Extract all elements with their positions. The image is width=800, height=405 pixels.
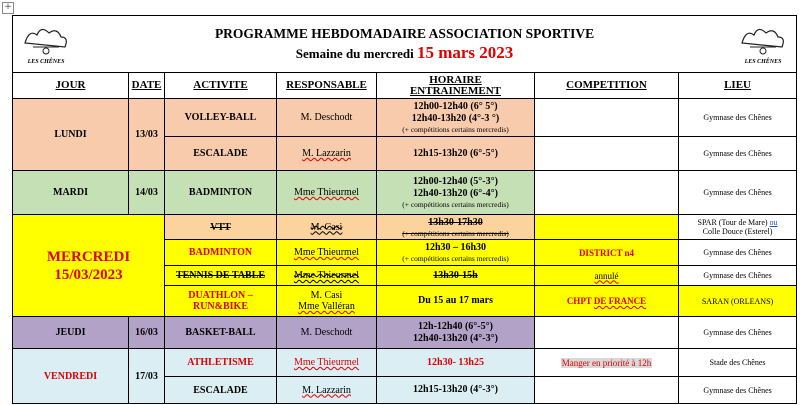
responsable-cell (277, 137, 377, 171)
activite-cell: VOLLEY-BALL (165, 99, 277, 137)
date-cell-lundi: 13/03 (129, 99, 165, 171)
col-header-lieu: LIEU (679, 73, 797, 99)
competition-cell (535, 286, 679, 317)
table-row (13, 215, 797, 240)
horaire-line: 12h-12h40 (6°-5°) (418, 320, 493, 332)
day-cell-mardi: MARDI (13, 171, 129, 215)
responsable-name: Mme Thieurmel (293, 187, 360, 198)
responsable-name: M. Lazzarin (302, 148, 351, 159)
horaire-line: 12h00-12h40 (6° 5°) (413, 101, 498, 112)
lieu-cell: Gymnase des Chênes (679, 240, 797, 266)
lieu-line: SPAR (Tour de Mare) (697, 218, 768, 227)
table-row (13, 349, 797, 377)
activite-cell (165, 266, 277, 286)
horaire-note: (+ compétitions certains mercredis) (402, 200, 509, 209)
activite-text: TENNIS DE TABLE (175, 270, 266, 281)
col-header-responsable: RESPONSABLE (277, 73, 377, 99)
responsable-cell: M. Deschodt (277, 99, 377, 137)
col-header-competition: COMPETITION (535, 73, 679, 99)
activite-cell: BASKET-BALL (165, 317, 277, 349)
horaire-line: 12h00-12h40 (5°-3°) (413, 176, 498, 187)
competition-cell: DISTRICT n4 (535, 240, 679, 266)
horaire-cell (377, 215, 535, 240)
competition-cell (535, 137, 679, 171)
horaire-cell: 12h30- 13h25 (377, 349, 535, 377)
activite-cell: ESCALADE (165, 137, 277, 171)
horaire-line: 13h30-17h30 (428, 216, 483, 228)
oak-logo-icon (736, 23, 790, 59)
col-header-horaire-line1: HORAIRE (429, 73, 482, 86)
col-header-horaire (377, 73, 535, 99)
competition-cell (535, 317, 679, 349)
horaire-cell (377, 99, 535, 137)
school-logo-right (734, 20, 792, 68)
mercredi-date: 15/03/2023 (54, 266, 123, 283)
logo-left-text: LES CHÊNES (27, 58, 65, 65)
lieu-cell (679, 215, 797, 240)
horaire-note: (+ compétitions certains mercredis) (402, 254, 509, 263)
horaire-cell (377, 317, 535, 349)
school-logo-left (17, 20, 75, 68)
responsable-name: Mme Thieurmel (293, 270, 360, 281)
lieu-cell: Gymnase des Chênes (679, 99, 797, 137)
col-header-date: DATE (129, 73, 165, 99)
responsable-cell (277, 215, 377, 240)
lieu-cell: Gymnase des Chênes (679, 137, 797, 171)
table-row (13, 99, 797, 137)
responsable-cell (277, 349, 377, 377)
activite-cell: ATHLETISME (165, 349, 277, 377)
day-cell-vendredi: VENDREDI (13, 349, 129, 404)
horaire-line: 12h30 – 16h30 (424, 242, 487, 253)
horaire-cell: 12h15-13h20 (4°-3°) (377, 377, 535, 404)
table-row (13, 317, 797, 349)
activite-cell (165, 215, 277, 240)
activite-text: VTT (210, 221, 231, 233)
responsable-cell: M. Deschodt (277, 317, 377, 349)
responsable-line: M. Casi (310, 290, 343, 301)
date-cell-vendredi: 17/03 (129, 349, 165, 404)
page-subtitle (15, 44, 794, 62)
column-header-row (13, 73, 797, 99)
subtitle-prefix: Semaine du mercredi (295, 46, 414, 61)
activite-cell (165, 286, 277, 317)
horaire-line: 13h30-15h (433, 269, 478, 281)
competition-cell (535, 171, 679, 215)
subtitle-date: 15 mars 2023 (416, 43, 514, 62)
horaire-line: 12h40-13h20 (6°-4°) (413, 188, 498, 199)
competition-text: Manger en priorité à 12h (561, 357, 652, 368)
horaire-line: 12h40-13h20 (4°-3°) (413, 332, 498, 344)
page-title: PROGRAMME HEBDOMADAIRE ASSOCIATION SPORTIVE (214, 26, 595, 41)
horaire-line: 12h40-13h20 (4°-3 °) (411, 113, 500, 124)
mercredi-label: MERCREDI (46, 248, 131, 265)
competition-text: annulé (594, 270, 619, 281)
lieu-cell: Gymnase des Chênes (679, 317, 797, 349)
competition-cell (535, 215, 679, 240)
horaire-cell (377, 266, 535, 286)
lieu-cell: Gymnase des Chênes (679, 171, 797, 215)
col-header-jour: JOUR (13, 73, 129, 99)
activite-cell: BADMINTON (165, 171, 277, 215)
lieu-line: Colle Douce (Esterel) (702, 227, 773, 236)
responsable-cell (277, 286, 377, 317)
lieu-cell: Stade des Chênes (679, 349, 797, 377)
date-cell-jeudi: 16/03 (129, 317, 165, 349)
lieu-link[interactable]: ou (769, 218, 778, 227)
activite-line: RUN&BIKE (192, 301, 248, 312)
horaire-note: (+ compétitions certains mercredis) (402, 125, 509, 134)
activite-cell: BADMINTON (165, 240, 277, 266)
responsable-name: Mme Thieurmel (293, 357, 360, 368)
lieu-cell: Gymnase des Chênes (679, 266, 797, 286)
schedule-table (12, 15, 797, 404)
lieu-cell: Gymnase des Chênes (679, 377, 797, 404)
col-header-activite: ACTIVITE (165, 73, 277, 99)
horaire-cell (377, 240, 535, 266)
activite-line: DUATHLON – (188, 290, 253, 301)
competition-prefix: CHPT (566, 296, 592, 306)
oak-logo-icon (19, 23, 73, 59)
competition-cell (535, 99, 679, 137)
activite-cell: ESCALADE (165, 377, 277, 404)
responsable-name: Mme Thieurmel (293, 247, 360, 258)
responsable-line: Mme Valléran (298, 301, 355, 312)
day-cell-lundi: LUNDI (13, 99, 129, 171)
competition-suffix: DE FRANCE (593, 296, 647, 306)
responsable-cell (277, 377, 377, 404)
day-cell-jeudi: JEUDI (13, 317, 129, 349)
col-header-horaire-line2: ENTRAINEMENT (409, 84, 502, 97)
competition-cell (535, 266, 679, 286)
logo-right-text: LES CHÊNES (744, 58, 782, 65)
document-header (13, 16, 797, 73)
competition-cell (535, 377, 679, 404)
responsable-cell (277, 266, 377, 286)
table-move-handle[interactable]: + (2, 2, 14, 14)
horaire-cell: Du 15 au 17 mars (377, 286, 535, 317)
table-row (13, 171, 797, 215)
horaire-cell (377, 171, 535, 215)
horaire-cell: 12h15-13h20 (6°-5°) (377, 137, 535, 171)
horaire-note: (+ compétitions certains mercredis) (402, 228, 509, 238)
responsable-cell (277, 240, 377, 266)
responsable-name: M. Casi (310, 221, 343, 233)
day-cell-mercredi (13, 215, 165, 317)
responsable-cell (277, 171, 377, 215)
date-cell-mardi: 14/03 (129, 171, 165, 215)
competition-cell (535, 349, 679, 377)
lieu-cell: SARAN (ORLEANS) (679, 286, 797, 317)
responsable-name: M. Lazzarin (302, 384, 351, 396)
